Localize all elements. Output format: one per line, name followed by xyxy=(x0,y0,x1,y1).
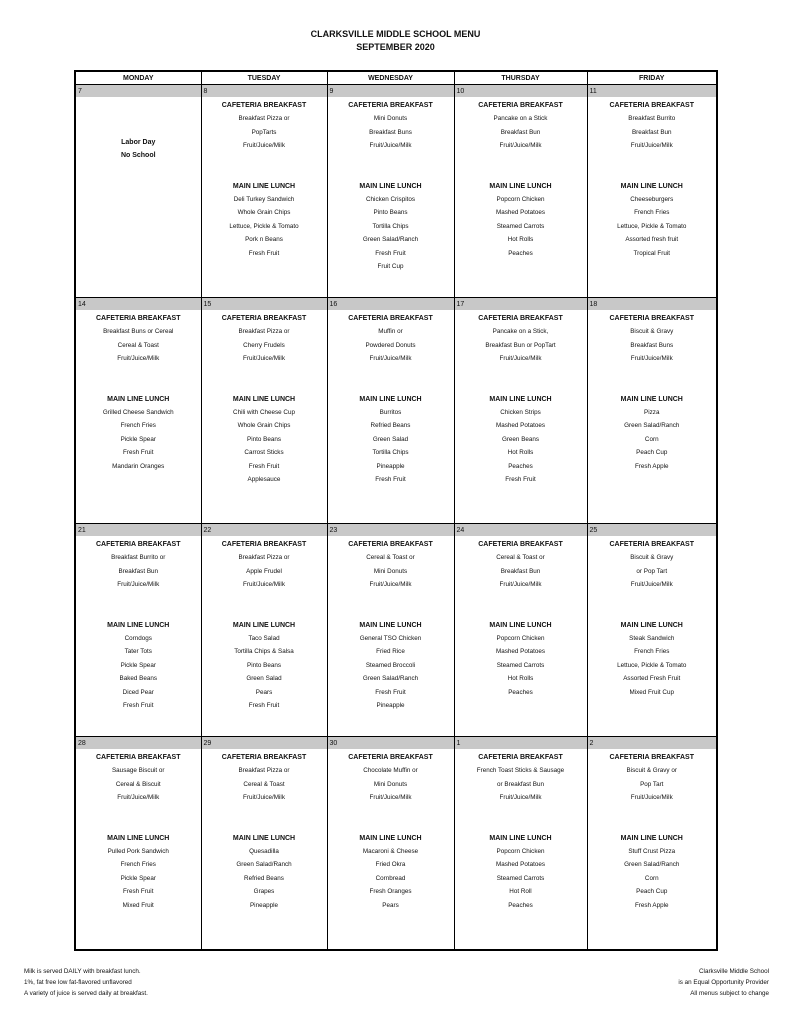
lunch-item: Popcorn Chicken xyxy=(496,635,545,643)
lunch-heading: MAIN LINE LUNCH xyxy=(107,621,170,629)
breakfast-item: Fruit/Juice/Milk xyxy=(630,794,673,802)
day-menu-cell xyxy=(201,536,327,737)
lunch-item: Stuff Crust Pizza xyxy=(628,848,676,856)
lunch-item: Refried Beans xyxy=(370,422,411,430)
day-header-wednesday: WEDNESDAY xyxy=(327,71,454,85)
lunch-item: Tortilla Chips xyxy=(372,449,409,457)
page-title: CLARKSVILLE MIDDLE SCHOOL MENU xyxy=(310,29,481,39)
day-menu-cell xyxy=(75,97,201,298)
lunch-item: Tater Tots xyxy=(124,648,152,656)
date-number: 18 xyxy=(587,298,717,311)
day-menu-cell xyxy=(327,749,454,950)
footer-note: All menus subject to change xyxy=(690,990,769,997)
footer-notes-left xyxy=(24,966,148,999)
lunch-item: Corn xyxy=(644,435,659,443)
lunch-item: Tortilla Chips xyxy=(372,222,409,230)
day-menu-cell xyxy=(587,536,717,737)
lunch-item: Hot Roll xyxy=(509,888,532,896)
lunch-item: Pinto Beans xyxy=(247,435,281,443)
lunch-heading: MAIN LINE LUNCH xyxy=(489,834,552,842)
date-number: 2 xyxy=(587,737,717,750)
lunch-item: Chicken Crispitos xyxy=(366,196,415,204)
lunch-item: Green Beans xyxy=(501,435,540,443)
day-menu-cell xyxy=(454,310,587,524)
lunch-heading: MAIN LINE LUNCH xyxy=(107,834,170,842)
lunch-heading: MAIN LINE LUNCH xyxy=(232,834,296,842)
breakfast-heading: CAFETERIA BREAKFAST xyxy=(221,315,307,322)
breakfast-item: Breakfast Bun or PopTart xyxy=(485,341,556,349)
lunch-item: Corn xyxy=(644,874,659,882)
breakfast-item: or Breakfast Bun xyxy=(497,780,544,788)
lunch-item: Peach Cup xyxy=(636,449,668,457)
lunch-item: Lettuce, Pickle & Tomato xyxy=(617,661,687,669)
lunch-item: General TSO Chicken xyxy=(359,635,422,643)
breakfast-item: Fruit/Juice/Milk xyxy=(630,142,673,150)
breakfast-item: Cereal & Toast or xyxy=(496,554,545,562)
breakfast-item: Fruit/Juice/Milk xyxy=(243,794,285,802)
date-number: 17 xyxy=(454,298,587,311)
menu-calendar-table xyxy=(74,70,718,951)
day-header-tuesday: TUESDAY xyxy=(201,71,327,85)
breakfast-item: Fruit/Juice/Milk xyxy=(243,581,285,589)
lunch-item: Mashed Potatoes xyxy=(495,422,545,430)
breakfast-heading: CAFETERIA BREAKFAST xyxy=(95,754,181,761)
lunch-item: French Fries xyxy=(120,422,156,430)
day-menu-cell xyxy=(75,536,201,737)
day-header-friday: FRIDAY xyxy=(587,71,717,85)
breakfast-item: Fruit/Juice/Milk xyxy=(117,581,160,589)
breakfast-heading: CAFETERIA BREAKFAST xyxy=(221,102,307,109)
breakfast-item: Breakfast Burrito xyxy=(628,115,676,123)
day-menu-cell xyxy=(201,97,327,298)
breakfast-heading: CAFETERIA BREAKFAST xyxy=(478,754,563,761)
breakfast-item: Fruit/Juice/Milk xyxy=(369,355,412,363)
day-menu-cell xyxy=(327,97,454,298)
breakfast-heading: CAFETERIA BREAKFAST xyxy=(348,541,433,548)
lunch-heading: MAIN LINE LUNCH xyxy=(232,182,296,190)
breakfast-item: Cereal & Toast xyxy=(117,341,159,349)
date-number: 22 xyxy=(201,524,327,537)
breakfast-item: Fruit/Juice/Milk xyxy=(369,794,412,802)
lunch-item: Mashed Potatoes xyxy=(495,861,545,869)
day-menu-cell xyxy=(454,749,587,950)
lunch-item: Tropical Fruit xyxy=(633,249,670,257)
footer-note: is an Equal Opportunity Provider xyxy=(678,979,769,986)
day-header-monday: MONDAY xyxy=(75,71,201,85)
lunch-item: Cornbread xyxy=(375,874,406,882)
date-number: 1 xyxy=(454,737,587,750)
footer-notes-right xyxy=(678,966,769,999)
breakfast-heading: CAFETERIA BREAKFAST xyxy=(478,541,563,548)
page-subtitle: SEPTEMBER 2020 xyxy=(356,42,435,52)
lunch-item: Fresh Fruit xyxy=(248,462,280,470)
day-menu-cell xyxy=(75,749,201,950)
lunch-item: Fried Rice xyxy=(376,648,405,656)
day-menu-cell xyxy=(327,310,454,524)
lunch-heading: MAIN LINE LUNCH xyxy=(359,182,422,190)
lunch-item: Peaches xyxy=(508,688,533,696)
breakfast-item: Fruit/Juice/Milk xyxy=(369,581,412,589)
date-number: 16 xyxy=(327,298,454,311)
day-menu-cell xyxy=(75,310,201,524)
breakfast-item: Breakfast Pizza or xyxy=(238,115,290,123)
breakfast-item: Muffin or xyxy=(378,328,403,336)
breakfast-item: Cereal & Toast or xyxy=(366,554,415,562)
day-header-thursday: THURSDAY xyxy=(454,71,587,85)
date-number: 9 xyxy=(327,85,454,98)
lunch-item: Lettuce, Pickle & Tomato xyxy=(617,222,687,230)
breakfast-item: Mini Donuts xyxy=(373,567,408,575)
breakfast-item: Breakfast Bun xyxy=(500,567,541,575)
lunch-item: Baked Beans xyxy=(119,675,157,683)
breakfast-heading: CAFETERIA BREAKFAST xyxy=(609,754,695,761)
breakfast-item: Fruit/Juice/Milk xyxy=(117,794,160,802)
day-menu-cell xyxy=(327,536,454,737)
breakfast-heading: CAFETERIA BREAKFAST xyxy=(348,315,433,322)
lunch-item: French Fries xyxy=(634,648,670,656)
lunch-item: Whole Grain Chips xyxy=(237,209,291,217)
lunch-item: Green Salad xyxy=(372,435,409,443)
lunch-item: Lettuce, Pickle & Tomato xyxy=(229,222,299,230)
lunch-item: Pickle Spear xyxy=(120,661,156,669)
lunch-item: Chicken Strips xyxy=(500,409,541,417)
breakfast-heading: CAFETERIA BREAKFAST xyxy=(348,102,433,109)
breakfast-item: French Toast Sticks & Sausage xyxy=(476,767,565,775)
lunch-item: Tortilla Chips & Salsa xyxy=(234,648,294,656)
breakfast-item: Fruit/Juice/Milk xyxy=(630,581,673,589)
breakfast-heading: CAFETERIA BREAKFAST xyxy=(95,315,181,322)
day-menu-cell xyxy=(454,97,587,298)
lunch-item: Mandarin Oranges xyxy=(112,462,165,470)
date-row xyxy=(75,85,717,98)
menu-week-row xyxy=(75,536,717,737)
holiday-text: No School xyxy=(120,152,156,160)
lunch-item: Fresh Fruit xyxy=(248,249,280,257)
lunch-item: Pinto Beans xyxy=(247,661,281,669)
lunch-item: Refried Beans xyxy=(244,874,284,882)
breakfast-item: Biscuit & Gravy xyxy=(630,328,674,336)
lunch-item: Fried Okra xyxy=(375,861,406,869)
breakfast-item: Breakfast Buns xyxy=(630,341,674,349)
breakfast-heading: CAFETERIA BREAKFAST xyxy=(478,315,563,322)
lunch-heading: MAIN LINE LUNCH xyxy=(620,395,683,403)
lunch-item: Mashed Potatoes xyxy=(495,648,545,656)
breakfast-item: Mini Donuts xyxy=(373,780,408,788)
lunch-item: Grapes xyxy=(253,888,275,896)
day-menu-cell xyxy=(587,97,717,298)
lunch-item: Pears xyxy=(255,688,273,696)
breakfast-item: Fruit/Juice/Milk xyxy=(499,794,542,802)
lunch-item: Pears xyxy=(382,901,399,909)
breakfast-item: Biscuit & Gravy or xyxy=(626,767,677,775)
date-number: 25 xyxy=(587,524,717,537)
breakfast-item: Fruit/Juice/Milk xyxy=(499,142,542,150)
lunch-item: Mixed Fruit xyxy=(122,901,154,909)
lunch-item: Burritos xyxy=(379,409,402,417)
day-menu-cell xyxy=(454,536,587,737)
breakfast-item: Biscuit & Gravy xyxy=(630,554,674,562)
lunch-item: Hot Rolls xyxy=(507,236,534,244)
lunch-item: Fresh Fruit xyxy=(123,449,154,457)
breakfast-heading: CAFETERIA BREAKFAST xyxy=(221,754,307,761)
menu-week-row xyxy=(75,310,717,524)
lunch-item: Fresh Fruit xyxy=(123,702,154,710)
lunch-item: Popcorn Chicken xyxy=(496,848,545,856)
lunch-item: Whole Grain Chips xyxy=(237,422,291,430)
menu-week-row xyxy=(75,97,717,298)
lunch-item: Steamed Broccoli xyxy=(365,661,416,669)
lunch-heading: MAIN LINE LUNCH xyxy=(489,395,552,403)
lunch-item: Carrost Sticks xyxy=(244,449,284,457)
breakfast-item: Fruit/Juice/Milk xyxy=(499,355,542,363)
lunch-item: Applesauce xyxy=(247,476,281,484)
lunch-heading: MAIN LINE LUNCH xyxy=(359,834,422,842)
lunch-heading: MAIN LINE LUNCH xyxy=(359,395,422,403)
lunch-item: Fresh Apple xyxy=(634,901,669,909)
breakfast-item: Breakfast Bun xyxy=(631,128,672,136)
lunch-item: Pork n Beans xyxy=(245,236,283,244)
date-row xyxy=(75,524,717,537)
lunch-item: Quesadilla xyxy=(249,848,279,856)
lunch-item: Fresh Fruit xyxy=(375,476,406,484)
lunch-item: Hot Rolls xyxy=(507,675,534,683)
lunch-item: Macaroni & Cheese xyxy=(362,848,419,856)
lunch-item: Cheeseburgers xyxy=(630,196,674,204)
breakfast-item: PopTarts xyxy=(251,128,277,136)
lunch-item: Pizza xyxy=(644,409,660,417)
lunch-heading: MAIN LINE LUNCH xyxy=(232,621,296,629)
lunch-item: Peach Cup xyxy=(636,888,668,896)
breakfast-item: Fruit/Juice/Milk xyxy=(243,355,285,363)
date-number: 23 xyxy=(327,524,454,537)
breakfast-item: Fruit/Juice/Milk xyxy=(117,355,160,363)
menu-weeks xyxy=(75,85,717,951)
date-number: 10 xyxy=(454,85,587,98)
lunch-item: Steak Sandwich xyxy=(629,635,675,643)
date-row xyxy=(75,737,717,750)
lunch-item: Green Salad/Ranch xyxy=(624,422,680,430)
breakfast-heading: CAFETERIA BREAKFAST xyxy=(478,102,563,109)
breakfast-heading: CAFETERIA BREAKFAST xyxy=(348,754,433,761)
menu-week-row xyxy=(75,749,717,950)
lunch-heading: MAIN LINE LUNCH xyxy=(489,182,552,190)
lunch-item: Fresh Fruit xyxy=(123,888,154,896)
breakfast-item: Breakfast Buns xyxy=(369,128,412,136)
lunch-item: Fresh Fruit xyxy=(248,702,280,710)
breakfast-item: Powdered Donuts xyxy=(365,341,416,349)
breakfast-item: Fruit/Juice/Milk xyxy=(243,142,285,150)
date-number: 24 xyxy=(454,524,587,537)
lunch-item: Mashed Potatoes xyxy=(495,209,545,217)
breakfast-item: Pancake on a Stick xyxy=(493,115,548,123)
date-number: 11 xyxy=(587,85,717,98)
footer-note: 1%, fat free low fat-flavored unflavored xyxy=(24,979,132,986)
day-menu-cell xyxy=(587,310,717,524)
lunch-item: Corndogs xyxy=(124,635,152,643)
lunch-item: Chili with Cheese Cup xyxy=(233,409,295,417)
breakfast-heading: CAFETERIA BREAKFAST xyxy=(609,315,695,322)
breakfast-item: Sausage Biscuit or xyxy=(111,767,165,775)
lunch-item: Green Salad/Ranch xyxy=(236,861,292,869)
lunch-item: Pineapple xyxy=(376,702,405,710)
breakfast-item: Apple Frudel xyxy=(246,567,282,575)
lunch-item: Green Salad/Ranch xyxy=(624,861,680,869)
date-number: 8 xyxy=(201,85,327,98)
lunch-item: Taco Salad xyxy=(248,635,280,643)
breakfast-heading: CAFETERIA BREAKFAST xyxy=(221,541,307,548)
date-row xyxy=(75,298,717,311)
lunch-heading: MAIN LINE LUNCH xyxy=(620,182,683,190)
lunch-item: Diced Pear xyxy=(122,688,154,696)
lunch-item: Steamed Carrots xyxy=(496,874,545,882)
date-number: 14 xyxy=(75,298,201,311)
breakfast-item: Cereal & Biscuit xyxy=(115,780,161,788)
breakfast-item: Breakfast Pizza or xyxy=(238,554,290,562)
footer-note: Milk is served DAILY with breakfast lunch. xyxy=(24,968,141,975)
lunch-heading: MAIN LINE LUNCH xyxy=(107,395,170,403)
lunch-item: Pickle Spear xyxy=(120,874,156,882)
date-number: 7 xyxy=(75,85,201,98)
breakfast-item: Breakfast Bun xyxy=(500,128,541,136)
lunch-heading: MAIN LINE LUNCH xyxy=(232,395,296,403)
breakfast-item: Fruit/Juice/Milk xyxy=(499,581,542,589)
breakfast-heading: CAFETERIA BREAKFAST xyxy=(609,102,695,109)
lunch-heading: MAIN LINE LUNCH xyxy=(359,621,422,629)
lunch-item: Fresh Oranges xyxy=(369,888,412,896)
breakfast-item: Cereal & Toast xyxy=(243,780,285,788)
lunch-item: Popcorn Chicken xyxy=(496,196,545,204)
breakfast-item: Fruit/Juice/Milk xyxy=(369,142,412,150)
breakfast-item: Pancake on a Stick, xyxy=(492,328,549,336)
date-number: 30 xyxy=(327,737,454,750)
lunch-item: Mixed Fruit Cup xyxy=(629,688,674,696)
lunch-item: French Fries xyxy=(120,861,156,869)
lunch-item: Pickle Spear xyxy=(120,435,156,443)
breakfast-item: Chocolate Muffin or xyxy=(363,767,418,775)
breakfast-item: Cherry Frudels xyxy=(243,341,285,349)
weekday-header-row xyxy=(75,71,717,85)
breakfast-item: Mini Donuts xyxy=(373,115,408,123)
menu-title-block xyxy=(0,28,791,54)
lunch-item: Fresh Fruit xyxy=(375,249,406,257)
date-number: 29 xyxy=(201,737,327,750)
date-number: 15 xyxy=(201,298,327,311)
lunch-item: Grilled Cheese Sandwich xyxy=(102,409,174,417)
lunch-heading: MAIN LINE LUNCH xyxy=(489,621,552,629)
lunch-item: Deli Turkey Sandwich xyxy=(233,196,295,204)
lunch-item: Pulled Pork Sandwich xyxy=(107,848,169,856)
lunch-item: French Fries xyxy=(634,209,670,217)
lunch-item: Green Salad/Ranch xyxy=(362,236,419,244)
breakfast-heading: CAFETERIA BREAKFAST xyxy=(95,541,181,548)
breakfast-item: Pop Tart xyxy=(640,780,664,788)
lunch-item: Fresh Fruit xyxy=(375,688,406,696)
day-menu-cell xyxy=(201,310,327,524)
date-number: 28 xyxy=(75,737,201,750)
lunch-item: Pineapple xyxy=(249,901,278,909)
day-menu-cell xyxy=(201,749,327,950)
lunch-item: Green Salad xyxy=(246,675,282,683)
lunch-item: Green Salad/Ranch xyxy=(362,675,419,683)
breakfast-item: Breakfast Pizza or xyxy=(238,328,290,336)
day-menu-cell xyxy=(587,749,717,950)
footer-note: A variety of juice is served daily at breakfast. xyxy=(24,990,148,997)
lunch-item: Assorted fresh fruit xyxy=(625,236,679,244)
lunch-item: Steamed Carrots xyxy=(496,661,545,669)
breakfast-heading: CAFETERIA BREAKFAST xyxy=(609,541,695,548)
lunch-item: Peaches xyxy=(508,462,533,470)
date-number: 21 xyxy=(75,524,201,537)
breakfast-item: Fruit/Juice/Milk xyxy=(630,355,673,363)
lunch-item: Steamed Carrots xyxy=(496,222,545,230)
holiday-notice xyxy=(76,99,201,163)
lunch-item: Peaches xyxy=(508,901,533,909)
lunch-item: Pineapple xyxy=(376,462,405,470)
breakfast-item: Breakfast Bun xyxy=(118,567,159,575)
breakfast-item: Breakfast Buns or Cereal xyxy=(103,328,174,336)
lunch-item: Pinto Beans xyxy=(373,209,408,217)
lunch-item: Assorted Fresh Fruit xyxy=(623,675,681,683)
lunch-item: Fresh Fruit xyxy=(505,476,536,484)
holiday-text: Labor Day xyxy=(121,139,156,146)
lunch-item: Hot Rolls xyxy=(507,449,534,457)
breakfast-item: Breakfast Pizza or xyxy=(238,767,290,775)
lunch-item: Fruit Cup xyxy=(377,263,404,271)
lunch-item: Fresh Apple xyxy=(634,462,669,470)
lunch-heading: MAIN LINE LUNCH xyxy=(620,621,683,629)
footer-note: Clarksville Middle School xyxy=(699,968,769,975)
breakfast-item: or Pop Tart xyxy=(636,567,668,575)
lunch-item: Peaches xyxy=(508,249,533,257)
breakfast-item: Breakfast Burrito or xyxy=(111,554,166,562)
lunch-heading: MAIN LINE LUNCH xyxy=(620,834,683,842)
